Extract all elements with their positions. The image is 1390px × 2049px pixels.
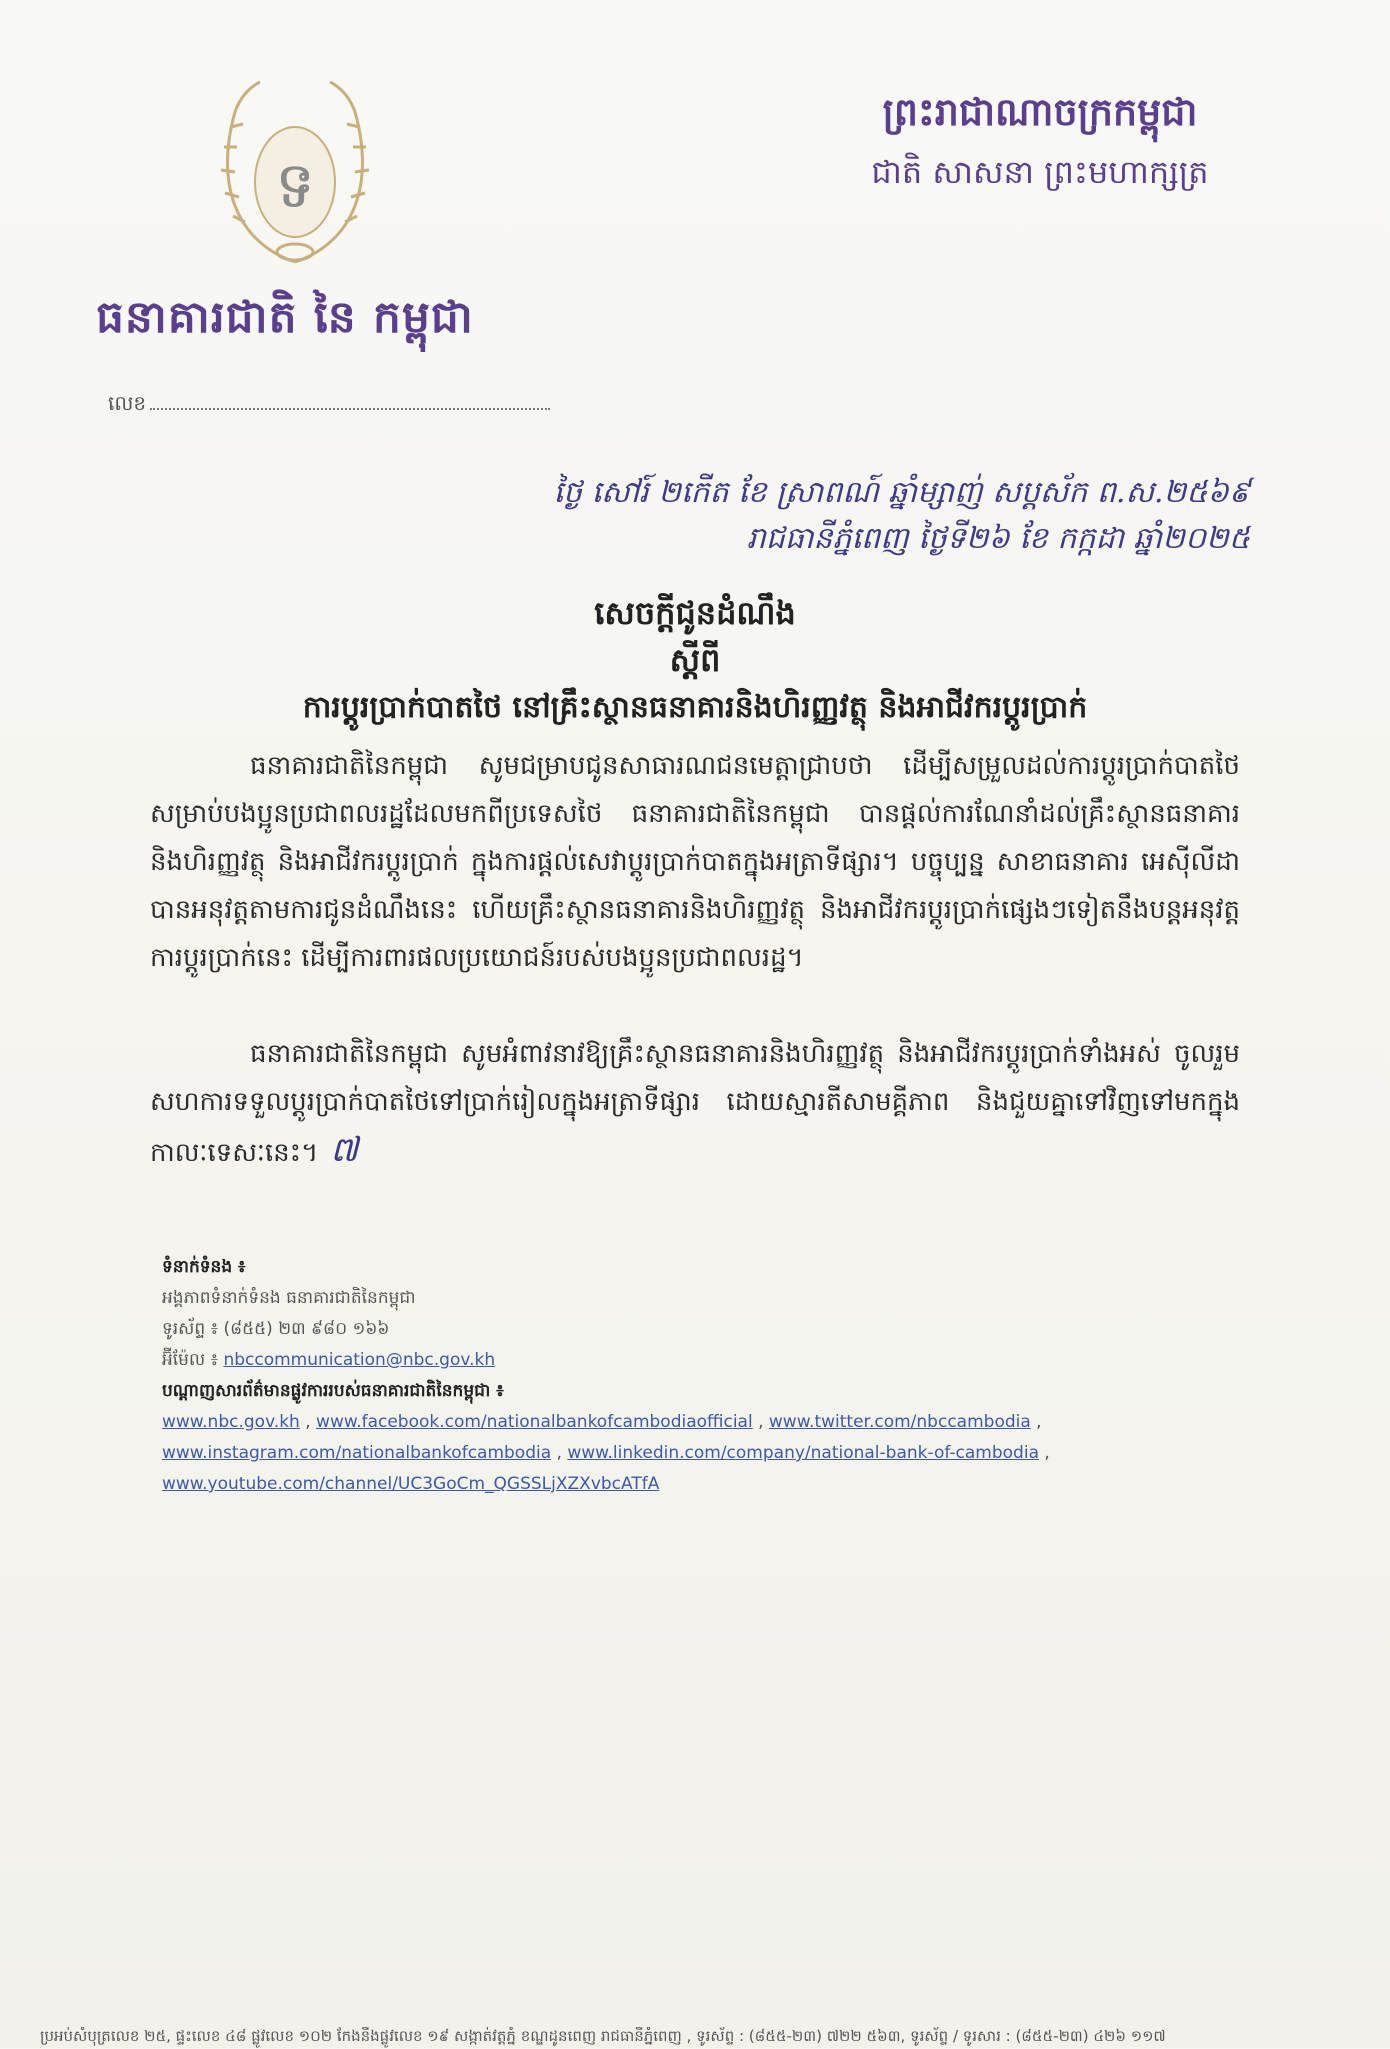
title-subject: ការប្តូរប្រាក់បាតថៃ នៅគ្រឹះស្ថានធនាគារនិងហិរញ្ញវត្ថុ និងអាជីវករប្តូរប្រាក់ (302, 690, 1088, 725)
footer-address: ប្រអប់សំបុត្រលេខ ២៥, ផ្ទះលេខ ៤៨ ផ្លូវលេខ ១០២ កែងនឹងផ្លូវលេខ ១៩ សង្កាត់វត្តភ្នំ ខណ្ឌដូនពេញ រាជធានីភ្នំពេញ , ទូរស័ព្ទ : (៨៥៥-២៣) ៧២២ ៥៦៣, ទូរស័ព្ទ / ទូរសារ : (៨៥៥-២៣) ៤២៦ ១១៧ (40, 2027, 1166, 2045)
end-mark: ៧ (330, 1130, 359, 1170)
contact-heading: ទំនាក់ទំនង ៖ (162, 1257, 246, 1277)
instagram-link[interactable]: www.instagram.com/nationalbankofcambodia (162, 1443, 552, 1463)
kingdom-title: ព្រះរាជាណាចក្រកម្ពុជា (882, 90, 1198, 134)
social-heading: បណ្តាញសារព័ត៌មានផ្លូវការរបស់ធនាគារជាតិនៃកម្ពុជា ៖ (162, 1381, 504, 1401)
social-links-row-2: www.instagram.com/nationalbankofcambodia , www.linkedin.com/company/national-bank-of-cambodia , (162, 1443, 1050, 1463)
notice-title (140, 588, 1250, 734)
email-label: អ៊ីម៉ែល ៖ (162, 1350, 219, 1370)
title-notice: សេចក្តីជូនដំណឹង (594, 594, 796, 632)
social-links-row-3 (162, 1469, 1262, 1500)
body-paragraph-2-text: ធនាគារជាតិនៃកម្ពុជា សូមអំពាវនាវឱ្យគ្រឹះស្ថានធនាគារនិងហិរញ្ញវត្ថុ និងអាជីវករប្តូរប្រាក់ទាំងអស់ ចូលរួមសហការទទួលប្តូរប្រាក់បាតថៃទៅប្រាក់រៀលក្នុងអត្រាទីផ្សារ ដោយស្មារតីសាមគ្គីភាព និងជួយគ្នាទៅវិញទៅមកក្នុងកាលៈទេសៈនេះ។ (150, 1039, 1240, 1168)
social-links-row-1: www.nbc.gov.kh , www.facebook.com/nationalbankofcambodiaofficial , www.twitter.com/nbccambodia , (162, 1412, 1042, 1432)
youtube-link[interactable]: www.youtube.com/channel/UC3GoCm_QGSSLjXZXvbcATfA (162, 1474, 660, 1494)
contact-section (162, 1252, 1262, 1500)
contact-unit: អង្គភាពទំនាក់ទំនង ធនាគារជាតិនៃកម្ពុជា (162, 1288, 416, 1308)
nation-religion-king: ជាតិ សាសនា ព្រះមហាក្សត្រ (871, 153, 1209, 191)
twitter-link[interactable]: www.twitter.com/nbccambodia (768, 1412, 1031, 1432)
facebook-link[interactable]: www.facebook.com/nationalbankofcambodiaofficial (316, 1412, 753, 1432)
contact-email-row (162, 1345, 1262, 1376)
bank-name: ធនាគារជាតិ នៃ កម្ពុជា (96, 292, 474, 343)
linkedin-link[interactable]: www.linkedin.com/company/national-bank-of-cambodia (567, 1443, 1039, 1463)
solar-date: រាជធានីភ្នំពេញ ថ្ងៃទី២៦ ខែ កក្កដា ឆ្នាំ២០២៥ (746, 521, 1250, 556)
title-regarding: ស្តីពី (669, 641, 721, 679)
nbc-emblem-icon (205, 72, 385, 272)
lunar-date: ថ្ងៃ សៅរ៍ ២កើត ខែ ស្រាពណ៍ ឆ្នាំម្សាញ់ សប្តស័ក ព.ស.២៥៦៩ (553, 475, 1250, 510)
svg-text:ទ: ទ (274, 149, 316, 223)
date-block (553, 470, 1250, 562)
kingdom-motto (850, 88, 1230, 199)
reference-label: លេខ (108, 391, 147, 415)
reference-dotted-line (150, 408, 550, 410)
body-paragraph-1: ធនាគារជាតិនៃកម្ពុជា សូមជម្រាបជូនសាធារណជនមេត្តាជ្រាបថា ដើម្បីសម្រួលដល់ការប្តូរប្រាក់បាតថៃ សម្រាប់បងប្អូនប្រជាពលរដ្ឋដែលមកពីប្រទេសថៃ ធនាគារជាតិនៃកម្ពុជា បានផ្តល់ការណែនាំដល់គ្រឹះស្ថានធនាគារនិងហិរញ្ញវត្ថុ និងអាជីវករប្តូរប្រាក់ ក្នុងការផ្តល់សេវាប្តូរប្រាក់បាតក្នុងអត្រាទីផ្សារ។ បច្ចុប្បន្ន សាខាធនាគារ អេស៊ីលីដា បានអនុវត្តតាមការជូនដំណឹងនេះ ហើយគ្រឹះស្ថានធនាគារនិងហិរញ្ញវត្ថុ និងអាជីវករប្តូរប្រាក់ផ្សេងៗទៀតនឹងបន្តអនុវត្តការប្តូរប្រាក់នេះ ដើម្បីការពារផលប្រយោជន៍របស់បងប្អូនប្រជាពលរដ្ឋ។ (150, 751, 1240, 973)
contact-phone: ទូរស័ព្ទ ៖ (៨៥៥) ២៣ ៩៨០ ១៦៦ (162, 1319, 390, 1339)
email-link[interactable]: nbccommunication@nbc.gov.kh (223, 1350, 496, 1370)
body-paragraph-2 (150, 1030, 1240, 1177)
reference-number-line (108, 390, 550, 420)
website-link[interactable]: www.nbc.gov.kh (162, 1412, 300, 1432)
